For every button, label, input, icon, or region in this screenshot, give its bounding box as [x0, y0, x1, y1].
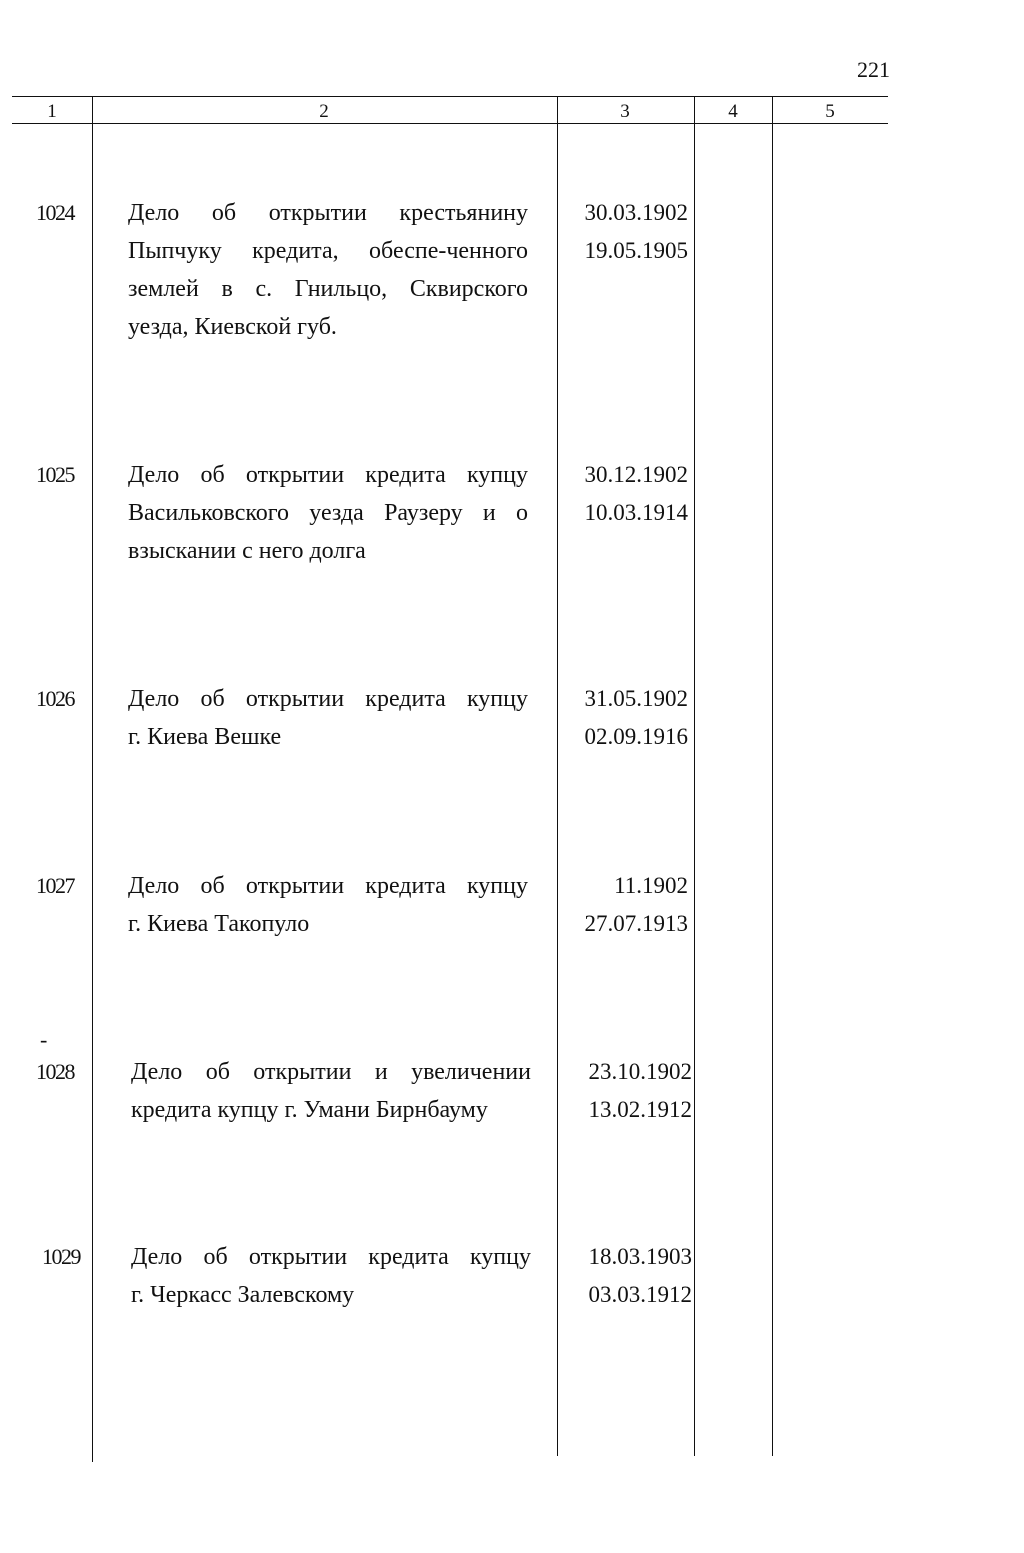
- description-line: Дело об открытии кредита купцу: [128, 873, 528, 899]
- description-line: Дело об открытии кредита купцу: [131, 1244, 531, 1270]
- entry-number: 1024: [36, 200, 74, 225]
- entry-description: [128, 680, 528, 756]
- entry-description: [128, 867, 528, 943]
- description-line: Дело об открытии крестьянину: [128, 200, 528, 226]
- start-date: 18.03.1903: [588, 1244, 692, 1269]
- description-line: взыскании с него долга: [128, 538, 366, 564]
- column-rule-3: [694, 96, 695, 1456]
- end-date: 27.07.1913: [584, 911, 688, 936]
- start-date: 11.1902: [614, 873, 688, 898]
- column-header-2: 2: [319, 101, 329, 122]
- end-date: 13.02.1912: [588, 1097, 692, 1122]
- description-line: г. Черкасс Залевскому: [131, 1282, 355, 1308]
- column-header-1: 1: [47, 101, 57, 122]
- description-line: Дело об открытии кредита купцу: [128, 462, 528, 488]
- end-date: 10.03.1914: [584, 500, 688, 525]
- entry-number: 1029: [42, 1244, 80, 1269]
- entry-dates: [562, 456, 688, 532]
- entry-number: 1025: [36, 462, 74, 487]
- end-date: 02.09.1916: [584, 724, 688, 749]
- column-rule-4: [772, 96, 773, 1456]
- entry-dates: [562, 867, 688, 943]
- description-line: г. Киева Вешке: [128, 724, 282, 750]
- table-top-rule: [12, 96, 888, 97]
- entry-dates: [562, 194, 688, 270]
- description-line: Васильковского уезда Раузеру и о: [128, 500, 528, 526]
- start-date: 23.10.1902: [588, 1059, 692, 1084]
- end-date: 03.03.1912: [588, 1282, 692, 1307]
- side-mark: -: [40, 1027, 48, 1052]
- entry-description: [131, 1053, 531, 1129]
- description-line: г. Киева Такопуло: [128, 911, 310, 937]
- entry-dates: [566, 1053, 692, 1129]
- end-date: 19.05.1905: [584, 238, 688, 263]
- description-line: уезда, Киевской губ.: [128, 314, 337, 340]
- start-date: 31.05.1902: [584, 686, 688, 711]
- entry-description: [131, 1238, 531, 1314]
- page-number: 221: [857, 57, 890, 82]
- entry-description: [128, 456, 528, 570]
- start-date: 30.12.1902: [584, 462, 688, 487]
- entry-dates: [562, 680, 688, 756]
- description-line: землей в с. Гнильцо, Сквирского: [128, 276, 528, 302]
- column-header-3: 3: [620, 101, 630, 122]
- entry-dates: [566, 1238, 692, 1314]
- column-header-4: 4: [728, 101, 738, 122]
- description-line: Дело об открытии кредита купцу: [128, 686, 528, 712]
- entry-number: 1028: [36, 1059, 74, 1084]
- column-rule-2: [557, 96, 558, 1456]
- column-header-5: 5: [825, 101, 835, 122]
- description-line: кредита купцу г. Умани Бирнбауму: [131, 1097, 488, 1123]
- description-line: Дело об открытии и увеличении: [131, 1059, 531, 1085]
- entry-description: [128, 194, 528, 346]
- description-line: Пыпчуку кредита, обеспе-ченного: [128, 238, 528, 264]
- entry-number: 1027: [36, 873, 74, 898]
- start-date: 30.03.1902: [584, 200, 688, 225]
- entry-number: 1026: [36, 686, 74, 711]
